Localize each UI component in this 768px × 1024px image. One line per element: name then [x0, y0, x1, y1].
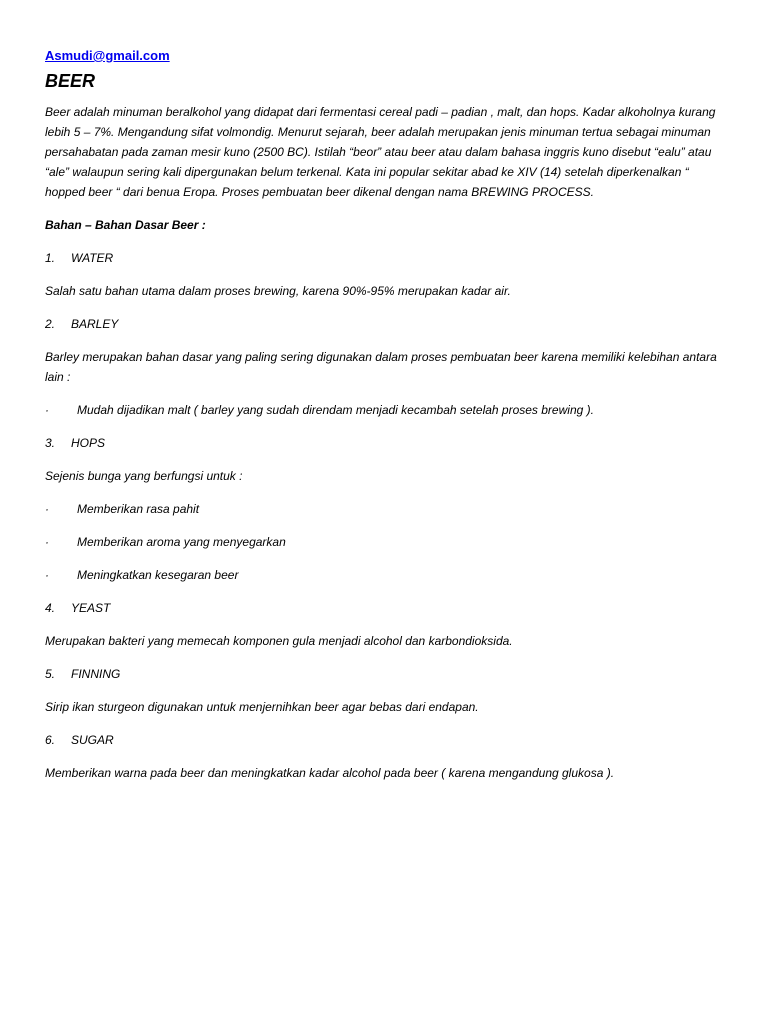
item-name: HOPS [71, 436, 106, 450]
item-description: Merupakan bakteri yang memecah komponen gula menjadi alcohol dan karbondioksida. [45, 634, 513, 648]
item-name: FINNING [71, 667, 121, 681]
section-heading: Bahan – Bahan Dasar Beer : [45, 218, 206, 232]
item-name: BARLEY [71, 317, 119, 331]
item-description: Sejenis bunga yang berfungsi untuk : [45, 469, 243, 483]
item-description: Sirip ikan sturgeon digunakan untuk menjernihkan beer agar bebas dari endapan. [45, 700, 479, 714]
list-item-sugar [45, 730, 725, 750]
bullet-item [45, 499, 725, 519]
bullet-item [45, 565, 725, 585]
list-item-yeast [45, 598, 725, 618]
bullet-text: Meningkatkan kesegaran beer [77, 568, 239, 582]
bullet-text: Memberikan aroma yang menyegarkan [77, 535, 286, 549]
list-item-barley [45, 314, 725, 334]
item-number: 2. [45, 317, 56, 331]
intro-paragraph: Beer adalah minuman beralkohol yang didapat dari fermentasi cereal padi – padian , malt, dan hops. Kadar alkoholnya kurang lebih 5 – 7%. Mengandung sifat volmondig. Menurut sejarah, beer adalah merupakan jenis minuman tertua sebagai minuman persahabatan pada zaman mesir kuno (2500 BC). Istilah “beor” atau beer atau dalam bahasa inggris kuno disebut “ealu” atau “ale” walaupun sering kali dipergunakan belum terkenal. Kata ini popular sekitar abad ke XIV (14) setelah diperkenalkan “ hopped beer “ dari benua Eropa. Proses pembuatan beer dikenal dengan nama BREWING PROCESS. [45, 105, 716, 199]
item-name: YEAST [71, 601, 111, 615]
item-description: Barley merupakan bahan dasar yang paling sering digunakan dalam proses pembuatan beer karena memiliki kelebihan antara lain : [45, 350, 717, 384]
item-description: Memberikan warna pada beer dan meningkatkan kadar alcohol pada beer ( karena mengandung glukosa ). [45, 766, 615, 780]
item-number: 6. [45, 733, 56, 747]
bullet-dot: · [45, 568, 49, 582]
item-description: Salah satu bahan utama dalam proses brewing, karena 90%-95% merupakan kadar air. [45, 284, 511, 298]
bullet-dot: · [45, 502, 49, 516]
bullet-item [45, 400, 725, 420]
list-item-hops [45, 433, 725, 453]
item-number: 5. [45, 667, 56, 681]
document-page [45, 48, 725, 783]
bullet-text: Mudah dijadikan malt ( barley yang sudah direndam menjadi kecambah setelah proses brewing ). [77, 403, 594, 417]
document-title: BEER [45, 71, 96, 91]
list-item-finning [45, 664, 725, 684]
bullet-dot: · [45, 403, 49, 417]
bullet-dot: · [45, 535, 49, 549]
bullet-item [45, 532, 725, 552]
item-number: 3. [45, 436, 56, 450]
email-link[interactable]: Asmudi@gmail.com [45, 48, 170, 63]
item-number: 1. [45, 251, 56, 265]
item-name: SUGAR [71, 733, 114, 747]
list-item-water [45, 248, 725, 268]
bullet-text: Memberikan rasa pahit [77, 502, 200, 516]
item-number: 4. [45, 601, 56, 615]
item-name: WATER [71, 251, 114, 265]
